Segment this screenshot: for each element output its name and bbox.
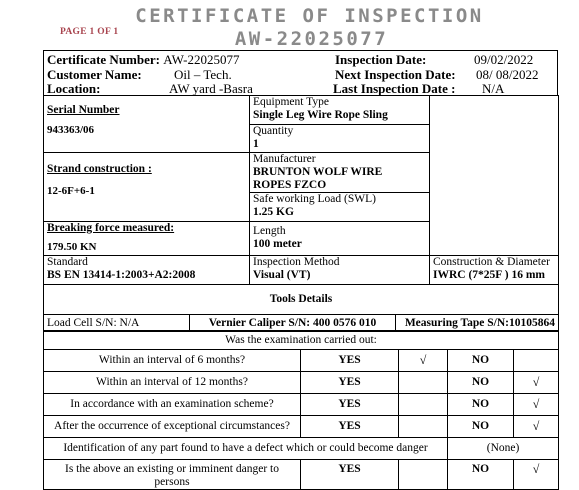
- swl-cell: [250, 193, 430, 222]
- equipment-type-value: Single Leg Wire Rope Sling: [253, 109, 388, 121]
- serial-number-value: 943363/06: [47, 124, 95, 136]
- page-number: PAGE 1 OF 1: [60, 27, 119, 37]
- inspection-date-value: 09/02/2022: [474, 52, 534, 67]
- equipment-details-table: [43, 95, 559, 285]
- equipment-type-label: Equipment Type: [253, 96, 329, 108]
- strand-construction-label: Strand construction :: [47, 163, 152, 175]
- inspection-date-label: Inspection Date:: [335, 52, 427, 67]
- standard-cell: [44, 256, 250, 285]
- serial-number-cell: [44, 96, 250, 153]
- exam-row: [44, 350, 559, 372]
- exam-yes-check: [399, 416, 448, 438]
- tools-heading: Tools Details: [44, 285, 559, 315]
- tape-text: Measuring Tape S/N:10105864: [404, 316, 555, 329]
- certificate-number-value: AW-22025077: [163, 52, 240, 67]
- exam-question: Within an interval of 12 months?: [44, 372, 301, 394]
- danger-question: Is the above an existing or imminent danger to persons: [44, 460, 301, 490]
- exam-no-check: √: [514, 416, 559, 438]
- certificate-title: CERTIFICATE OF INSPECTION: [135, 5, 484, 27]
- danger-yes-check: [399, 460, 448, 490]
- manufacturer-value-line2: ROPES FZCO: [253, 179, 327, 191]
- manufacturer-cell: [250, 153, 430, 193]
- length-value: 100 meter: [253, 238, 302, 250]
- equipment-type-cell: [250, 96, 430, 125]
- exam-yes-label: YES: [301, 416, 399, 438]
- exam-no-label: NO: [448, 350, 514, 372]
- manufacturer-label: Manufacturer: [253, 153, 316, 165]
- exam-yes-check: [399, 372, 448, 394]
- breaking-force-cell: [44, 222, 250, 256]
- breaking-force-label: Breaking force measured:: [47, 222, 175, 234]
- last-inspection-date-value: N/A: [482, 81, 505, 96]
- standard-value: BS EN 13414-1:2003+A2:2008: [47, 269, 196, 281]
- exam-row: [44, 394, 559, 416]
- exam-no-label: NO: [448, 394, 514, 416]
- exam-no-label: NO: [448, 416, 514, 438]
- strand-construction-cell: [44, 153, 250, 222]
- swl-value: 1.25 KG: [253, 206, 294, 218]
- exam-no-check: √: [514, 372, 559, 394]
- quantity-cell: [250, 125, 430, 153]
- vernier-text: Vernier Caliper S/N: 400 0576 010: [208, 316, 377, 329]
- certificate-number-row: [47, 52, 239, 67]
- exam-no-check: √: [514, 394, 559, 416]
- exam-no-check: [514, 350, 559, 372]
- exam-question: After the occurrence of exceptional circumstances?: [44, 416, 301, 438]
- danger-yes-label: YES: [301, 460, 399, 490]
- next-inspection-date-value: 08/ 08/2022: [476, 67, 539, 82]
- tools-table: [43, 284, 559, 332]
- construction-cell: [430, 256, 559, 285]
- construction-label: Construction & Diameter: [433, 256, 550, 268]
- strand-construction-value: 12-6F+6-1: [47, 185, 95, 197]
- blank-side-cell: [430, 96, 559, 256]
- last-inspection-date-label: Last Inspection Date :: [333, 81, 456, 96]
- construction-value: IWRC (7*25F ) 16 mm: [433, 269, 546, 281]
- standard-label: Standard: [47, 256, 88, 268]
- next-inspection-date-label: Next Inspection Date:: [335, 67, 456, 82]
- serial-number-label: Serial Number: [47, 104, 120, 116]
- exam-yes-label: YES: [301, 394, 399, 416]
- exam-row: [44, 372, 559, 394]
- examination-heading: Was the examination carried out:: [44, 331, 559, 350]
- exam-yes-label: YES: [301, 350, 399, 372]
- exam-yes-check: √: [399, 350, 448, 372]
- defect-question: Identification of any part found to have a defect which or could become danger: [44, 438, 448, 460]
- exam-question: Within an interval of 6 months?: [44, 350, 301, 372]
- manufacturer-value-line1: BRUNTON WOLF WIRE: [253, 166, 383, 178]
- danger-no-check: √: [514, 460, 559, 490]
- tape-cell: [396, 315, 559, 332]
- load-cell-text: Load Cell S/N: N/A: [47, 316, 140, 329]
- breaking-force-value: 179.50 KN: [47, 241, 97, 253]
- examination-table: [43, 330, 559, 490]
- location-value: AW yard -Basra: [169, 81, 253, 96]
- certificate-number-title: AW-22025077: [234, 28, 389, 50]
- quantity-label: Quantity: [253, 125, 294, 137]
- danger-no-label: NO: [448, 460, 514, 490]
- exam-yes-label: YES: [301, 372, 399, 394]
- customer-name-value: Oil – Tech.: [174, 67, 232, 82]
- inspection-method-label: Inspection Method: [253, 256, 340, 268]
- vernier-cell: [190, 315, 396, 332]
- quantity-value: 1: [253, 138, 259, 150]
- load-cell-cell: [44, 315, 190, 332]
- defect-answer: (None): [448, 438, 559, 460]
- header-block: [43, 50, 558, 96]
- inspection-method-cell: [250, 256, 430, 285]
- certificate-number-label: Certificate Number:: [47, 52, 160, 67]
- inspection-method-value: Visual (VT): [253, 269, 311, 281]
- exam-row: [44, 416, 559, 438]
- swl-label: Safe working Load (SWL): [253, 193, 376, 205]
- exam-yes-check: [399, 394, 448, 416]
- customer-name-label: Customer Name:: [47, 67, 142, 82]
- exam-no-label: NO: [448, 372, 514, 394]
- length-label: Length: [253, 225, 286, 237]
- exam-question: In accordance with an examination scheme?: [44, 394, 301, 416]
- location-label: Location:: [47, 81, 101, 96]
- length-cell: [250, 222, 430, 256]
